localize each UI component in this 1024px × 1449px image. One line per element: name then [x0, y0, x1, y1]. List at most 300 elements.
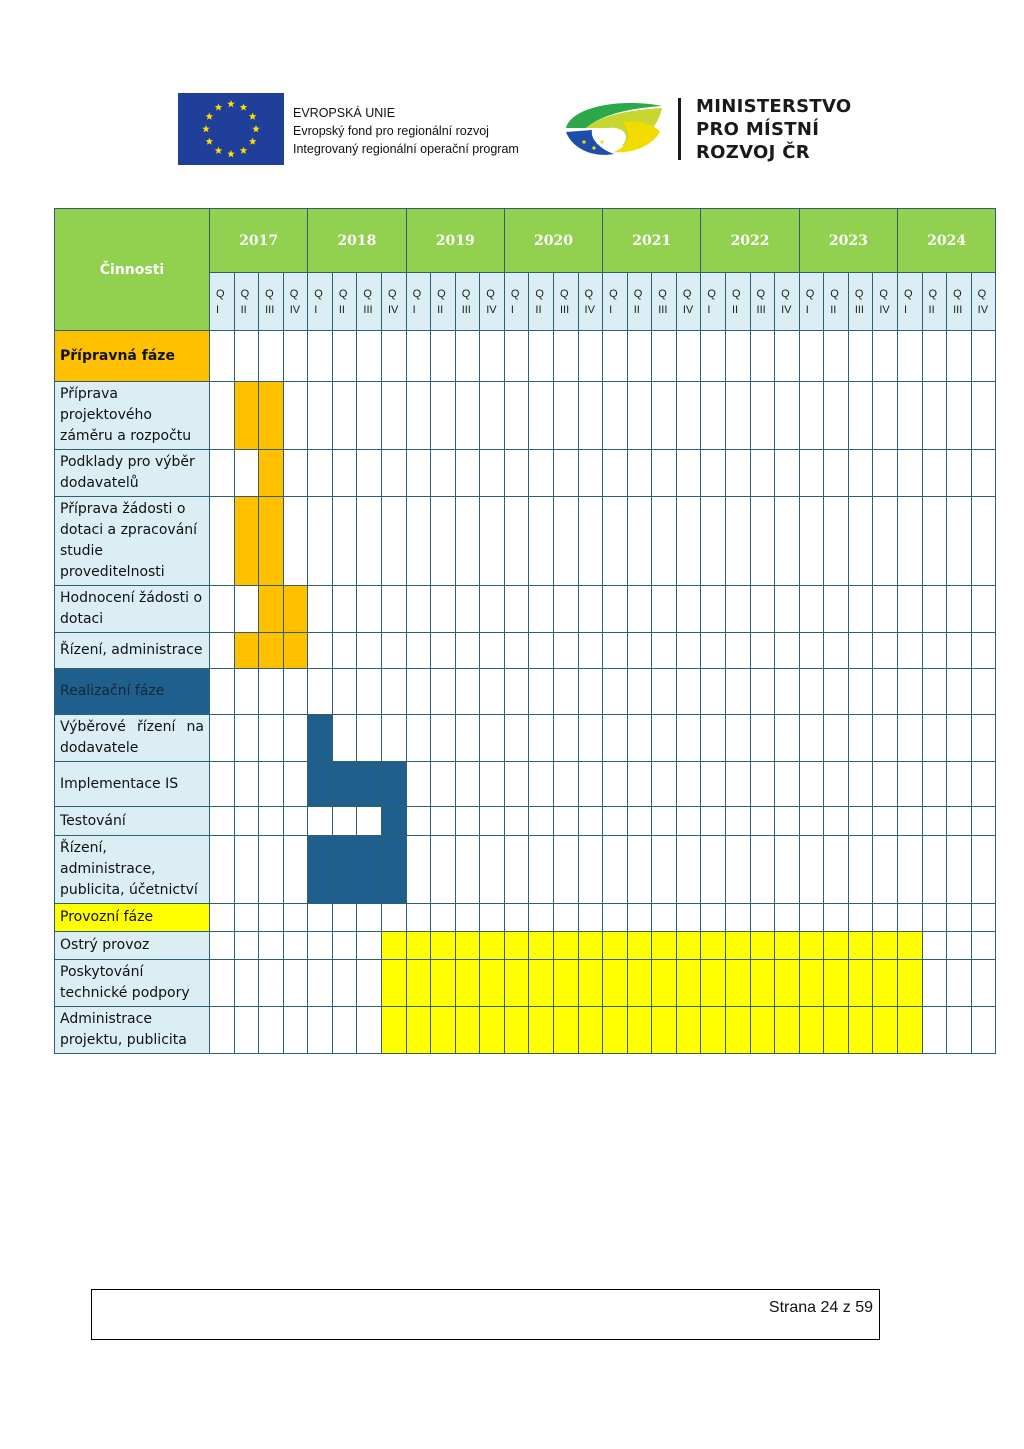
gantt-cell	[652, 633, 677, 669]
gantt-cell	[775, 807, 800, 836]
gantt-cell	[750, 960, 775, 1007]
gantt-cell	[603, 715, 628, 762]
gantt-cell	[210, 497, 235, 586]
phase-label: Provozní fáze	[55, 904, 210, 932]
gantt-cell	[529, 586, 554, 633]
quarter-header: Q III	[848, 273, 873, 331]
gantt-cell	[210, 586, 235, 633]
gantt-cell	[603, 960, 628, 1007]
gantt-cell	[529, 669, 554, 715]
mmr-line-1: MINISTERSTVO	[696, 96, 852, 117]
gantt-cell	[259, 586, 284, 633]
quarter-header: Q II	[627, 273, 652, 331]
gantt-cell	[627, 1007, 652, 1054]
gantt-cell	[480, 960, 505, 1007]
gantt-cell	[406, 807, 431, 836]
gantt-cell	[848, 586, 873, 633]
quarter-header: Q III	[259, 273, 284, 331]
quarter-header: Q I	[210, 273, 235, 331]
gantt-cell	[627, 331, 652, 382]
gantt-cell	[947, 904, 972, 932]
gantt-cell	[799, 932, 824, 960]
gantt-cell	[947, 633, 972, 669]
gantt-cell	[750, 715, 775, 762]
gantt-cell	[897, 836, 922, 904]
phase-row	[55, 669, 996, 715]
gantt-cell	[775, 762, 800, 807]
gantt-cell	[381, 960, 406, 1007]
gantt-cell	[455, 586, 480, 633]
gantt-cell	[406, 836, 431, 904]
gantt-cell	[603, 669, 628, 715]
eu-star	[215, 147, 223, 154]
mmr-line-2: PRO MÍSTNÍ	[696, 119, 820, 140]
gantt-cell	[701, 807, 726, 836]
gantt-cell	[259, 669, 284, 715]
gantt-cell	[578, 382, 603, 450]
gantt-cell	[578, 669, 603, 715]
gantt-cell	[332, 331, 357, 382]
gantt-cell	[701, 960, 726, 1007]
quarter-header: Q IV	[480, 273, 505, 331]
gantt-cell	[480, 932, 505, 960]
gantt-cell	[652, 382, 677, 450]
gantt-cell	[431, 762, 456, 807]
gantt-cell	[652, 586, 677, 633]
gantt-cell	[308, 497, 333, 586]
gantt-cell	[357, 932, 382, 960]
mmr-divider	[678, 98, 681, 160]
gantt-cell	[480, 669, 505, 715]
gantt-cell	[283, 715, 308, 762]
gantt-cell	[308, 904, 333, 932]
gantt-cell	[332, 807, 357, 836]
gantt-cell	[627, 904, 652, 932]
phase-label: Přípravná fáze	[55, 331, 210, 382]
gantt-cell	[897, 633, 922, 669]
gantt-cell	[725, 715, 750, 762]
gantt-cell	[553, 497, 578, 586]
gantt-cell	[799, 586, 824, 633]
quarter-header: Q I	[799, 273, 824, 331]
gantt-cell	[283, 497, 308, 586]
gantt-cell	[529, 331, 554, 382]
gantt-cell	[873, 497, 898, 586]
gantt-cell	[971, 633, 996, 669]
gantt-cell	[848, 1007, 873, 1054]
gantt-cell	[332, 1007, 357, 1054]
gantt-cell	[652, 836, 677, 904]
activity-row	[55, 807, 996, 836]
gantt-cell	[406, 762, 431, 807]
gantt-cell	[652, 450, 677, 497]
phase-label: Realizační fáze	[55, 669, 210, 715]
gantt-cell	[455, 1007, 480, 1054]
year-header: 2019	[406, 209, 504, 273]
gantt-cell	[725, 1007, 750, 1054]
gantt-cell	[406, 669, 431, 715]
eu-line-3: Integrovaný regionální operační program	[293, 142, 519, 156]
gantt-cell	[725, 382, 750, 450]
activity-row	[55, 1007, 996, 1054]
gantt-cell	[897, 382, 922, 450]
gantt-cell	[652, 960, 677, 1007]
eu-star	[202, 125, 210, 132]
gantt-cell	[775, 836, 800, 904]
gantt-cell	[308, 715, 333, 762]
gantt-cell	[283, 960, 308, 1007]
gantt-cell	[431, 450, 456, 497]
quarter-header: Q I	[504, 273, 529, 331]
activity-label: Příprava projektového záměru a rozpočtu	[55, 382, 210, 450]
gantt-cell	[431, 497, 456, 586]
gantt-cell	[406, 715, 431, 762]
gantt-cell	[553, 836, 578, 904]
gantt-cell	[406, 960, 431, 1007]
gantt-cell	[529, 715, 554, 762]
gantt-cell	[627, 807, 652, 836]
gantt-cell	[627, 762, 652, 807]
gantt-cell	[603, 497, 628, 586]
gantt-cell	[971, 331, 996, 382]
gantt-cell	[210, 904, 235, 932]
gantt-cell	[701, 633, 726, 669]
gantt-cell	[431, 586, 456, 633]
gantt-cell	[210, 715, 235, 762]
gantt-cell	[848, 715, 873, 762]
gantt-cell	[947, 331, 972, 382]
year-header: 2021	[603, 209, 701, 273]
gantt-cell	[799, 807, 824, 836]
gantt-cell	[529, 1007, 554, 1054]
gantt-cell	[971, 807, 996, 836]
gantt-cell	[971, 1007, 996, 1054]
gantt-cell	[234, 904, 259, 932]
gantt-cell	[381, 669, 406, 715]
gantt-cell	[578, 633, 603, 669]
quarter-header: Q III	[652, 273, 677, 331]
eu-line-2: Evropský fond pro regionální rozvoj	[293, 124, 489, 138]
gantt-cell	[455, 633, 480, 669]
gantt-cell	[873, 932, 898, 960]
gantt-cell	[627, 497, 652, 586]
gantt-cell	[332, 450, 357, 497]
gantt-cell	[529, 450, 554, 497]
gantt-cell	[431, 904, 456, 932]
gantt-cell	[799, 669, 824, 715]
year-header: 2022	[701, 209, 799, 273]
gantt-cell	[210, 450, 235, 497]
gantt-cell	[750, 586, 775, 633]
gantt-cell	[824, 450, 849, 497]
gantt-cell	[922, 715, 947, 762]
gantt-cell	[848, 762, 873, 807]
gantt-cell	[897, 669, 922, 715]
gantt-cell	[504, 807, 529, 836]
gantt-cell	[897, 932, 922, 960]
gantt-cell	[578, 450, 603, 497]
year-header: 2023	[799, 209, 897, 273]
gantt-cell	[873, 762, 898, 807]
gantt-cell	[234, 807, 259, 836]
gantt-cell	[947, 715, 972, 762]
gantt-cell	[553, 586, 578, 633]
gantt-cell	[676, 586, 701, 633]
mmr-line-3: ROZVOJ ČR	[696, 142, 810, 163]
gantt-cell	[553, 904, 578, 932]
gantt-cell	[480, 633, 505, 669]
gantt-cell	[234, 669, 259, 715]
gantt-cell	[848, 450, 873, 497]
gantt-cell	[897, 1007, 922, 1054]
gantt-cell	[652, 669, 677, 715]
gantt-cell	[922, 497, 947, 586]
gantt-cell	[406, 331, 431, 382]
gantt-cell	[480, 1007, 505, 1054]
gantt-cell	[627, 960, 652, 1007]
gantt-cell	[824, 331, 849, 382]
gantt-cell	[824, 807, 849, 836]
gantt-cell	[873, 450, 898, 497]
activity-label: Příprava žádosti o dotaci a zpracování studie proveditelnosti	[55, 497, 210, 586]
gantt-cell	[578, 497, 603, 586]
quarter-header: Q I	[701, 273, 726, 331]
gantt-cell	[750, 497, 775, 586]
gantt-cell	[553, 932, 578, 960]
gantt-cell	[799, 497, 824, 586]
gantt-cell	[652, 932, 677, 960]
gantt-cell	[848, 331, 873, 382]
quarter-header: Q IV	[971, 273, 996, 331]
gantt-cell	[259, 807, 284, 836]
gantt-cell	[283, 932, 308, 960]
gantt-cell	[627, 715, 652, 762]
gantt-cell	[259, 450, 284, 497]
gantt-cell	[603, 836, 628, 904]
gantt-cell	[750, 762, 775, 807]
eu-program-text	[293, 104, 519, 158]
gantt-cell	[480, 836, 505, 904]
gantt-cell	[553, 1007, 578, 1054]
gantt-cell	[971, 762, 996, 807]
gantt-cell	[431, 807, 456, 836]
gantt-cell	[357, 669, 382, 715]
gantt-cell	[504, 904, 529, 932]
gantt-cell	[332, 497, 357, 586]
gantt-cell	[799, 382, 824, 450]
gantt-cell	[676, 633, 701, 669]
gantt-cell	[750, 450, 775, 497]
gantt-cell	[971, 932, 996, 960]
gantt-cell	[725, 450, 750, 497]
gantt-cell	[725, 586, 750, 633]
quarter-header: Q III	[553, 273, 578, 331]
gantt-cell	[578, 807, 603, 836]
gantt-cell	[283, 669, 308, 715]
gantt-cell	[676, 960, 701, 1007]
activity-label: Hodnocení žádosti o dotaci	[55, 586, 210, 633]
gantt-cell	[799, 904, 824, 932]
gantt-cell	[627, 450, 652, 497]
activity-row	[55, 932, 996, 960]
gantt-cell	[504, 633, 529, 669]
gantt-cell	[308, 1007, 333, 1054]
gantt-cell	[627, 633, 652, 669]
gantt-cell	[332, 836, 357, 904]
gantt-cell	[652, 807, 677, 836]
gantt-cell	[922, 586, 947, 633]
gantt-cell	[824, 633, 849, 669]
gantt-cell	[406, 586, 431, 633]
mmr-emblem-icon	[562, 98, 668, 160]
gantt-cell	[455, 904, 480, 932]
gantt-cell	[381, 450, 406, 497]
gantt-cell	[332, 904, 357, 932]
activity-label: Administrace projektu, publicita	[55, 1007, 210, 1054]
gantt-cell	[455, 669, 480, 715]
eu-star	[206, 138, 214, 145]
gantt-cell	[676, 904, 701, 932]
gantt-cell	[308, 932, 333, 960]
gantt-cell	[775, 1007, 800, 1054]
gantt-cell	[824, 932, 849, 960]
gantt-cell	[873, 331, 898, 382]
gantt-cell	[332, 382, 357, 450]
gantt-cell	[234, 1007, 259, 1054]
gantt-cell	[701, 382, 726, 450]
gantt-cell	[259, 382, 284, 450]
gantt-cell	[848, 669, 873, 715]
activity-label: Výběrové řízení na dodavatele	[55, 715, 210, 762]
activity-row	[55, 382, 996, 450]
gantt-cell	[578, 932, 603, 960]
gantt-cell	[676, 450, 701, 497]
gantt-cell	[210, 633, 235, 669]
gantt-cell	[701, 497, 726, 586]
eu-star	[227, 150, 235, 157]
eu-star	[240, 147, 248, 154]
gantt-cell	[529, 807, 554, 836]
gantt-cell	[922, 932, 947, 960]
gantt-cell	[848, 932, 873, 960]
quarter-header: Q II	[529, 273, 554, 331]
quarter-header: Q IV	[578, 273, 603, 331]
gantt-cell	[603, 450, 628, 497]
gantt-cell	[971, 836, 996, 904]
page-number: Strana 24 z 59	[768, 1299, 873, 1316]
gantt-cell	[873, 960, 898, 1007]
gantt-cell	[553, 807, 578, 836]
gantt-cell	[308, 382, 333, 450]
year-header: 2020	[504, 209, 602, 273]
eu-star	[249, 113, 257, 120]
gantt-cell	[775, 669, 800, 715]
gantt-cell	[775, 331, 800, 382]
gantt-cell	[799, 331, 824, 382]
gantt-cell	[332, 633, 357, 669]
gantt-cell	[234, 762, 259, 807]
eu-star	[252, 125, 260, 132]
gantt-cell	[848, 960, 873, 1007]
activity-row	[55, 762, 996, 807]
gantt-cell	[357, 633, 382, 669]
gantt-cell	[799, 633, 824, 669]
gantt-cell	[848, 904, 873, 932]
gantt-cell	[234, 331, 259, 382]
gantt-cell	[848, 382, 873, 450]
quarter-header: Q I	[897, 273, 922, 331]
gantt-cell	[873, 382, 898, 450]
gantt-cell	[922, 331, 947, 382]
gantt-cell	[357, 331, 382, 382]
gantt-cell	[504, 932, 529, 960]
activity-label: Řízení, administrace	[55, 633, 210, 669]
gantt-cell	[357, 586, 382, 633]
gantt-cell	[431, 633, 456, 669]
gantt-cell	[947, 960, 972, 1007]
gantt-cell	[922, 669, 947, 715]
gantt-cell	[676, 836, 701, 904]
gantt-cell	[775, 497, 800, 586]
gantt-cell	[750, 669, 775, 715]
gantt-cell	[873, 715, 898, 762]
gantt-cell	[971, 715, 996, 762]
gantt-cell	[799, 960, 824, 1007]
gantt-cell	[357, 807, 382, 836]
gantt-cell	[725, 932, 750, 960]
gantt-cell	[553, 331, 578, 382]
gantt-cell	[357, 762, 382, 807]
gantt-cell	[627, 669, 652, 715]
gantt-cell	[210, 762, 235, 807]
gantt-cell	[308, 586, 333, 633]
gantt-cell	[406, 450, 431, 497]
gantt-cell	[947, 836, 972, 904]
gantt-cell	[259, 762, 284, 807]
gantt-cell	[578, 960, 603, 1007]
gantt-cell	[480, 382, 505, 450]
gantt-cell	[652, 1007, 677, 1054]
eu-line-1: EVROPSKÁ UNIE	[293, 106, 396, 120]
gantt-cell	[455, 836, 480, 904]
gantt-cell	[553, 450, 578, 497]
gantt-cell	[406, 1007, 431, 1054]
gantt-cell	[652, 497, 677, 586]
gantt-cell	[431, 1007, 456, 1054]
gantt-cell	[799, 762, 824, 807]
gantt-cell	[504, 450, 529, 497]
gantt-cell	[529, 960, 554, 1007]
gantt-cell	[529, 497, 554, 586]
year-header: 2017	[210, 209, 308, 273]
quarter-header: Q I	[406, 273, 431, 331]
gantt-cell	[725, 331, 750, 382]
gantt-cell	[259, 715, 284, 762]
gantt-cell	[234, 932, 259, 960]
year-header: 2024	[897, 209, 995, 273]
gantt-cell	[480, 807, 505, 836]
gantt-cell	[480, 715, 505, 762]
gantt-cell	[824, 960, 849, 1007]
eu-star	[206, 113, 214, 120]
gantt-cell	[578, 1007, 603, 1054]
gantt-cell	[701, 669, 726, 715]
gantt-cell	[775, 904, 800, 932]
gantt-cell	[259, 633, 284, 669]
gantt-cell	[406, 932, 431, 960]
gantt-cell	[431, 382, 456, 450]
gantt-cell	[332, 669, 357, 715]
